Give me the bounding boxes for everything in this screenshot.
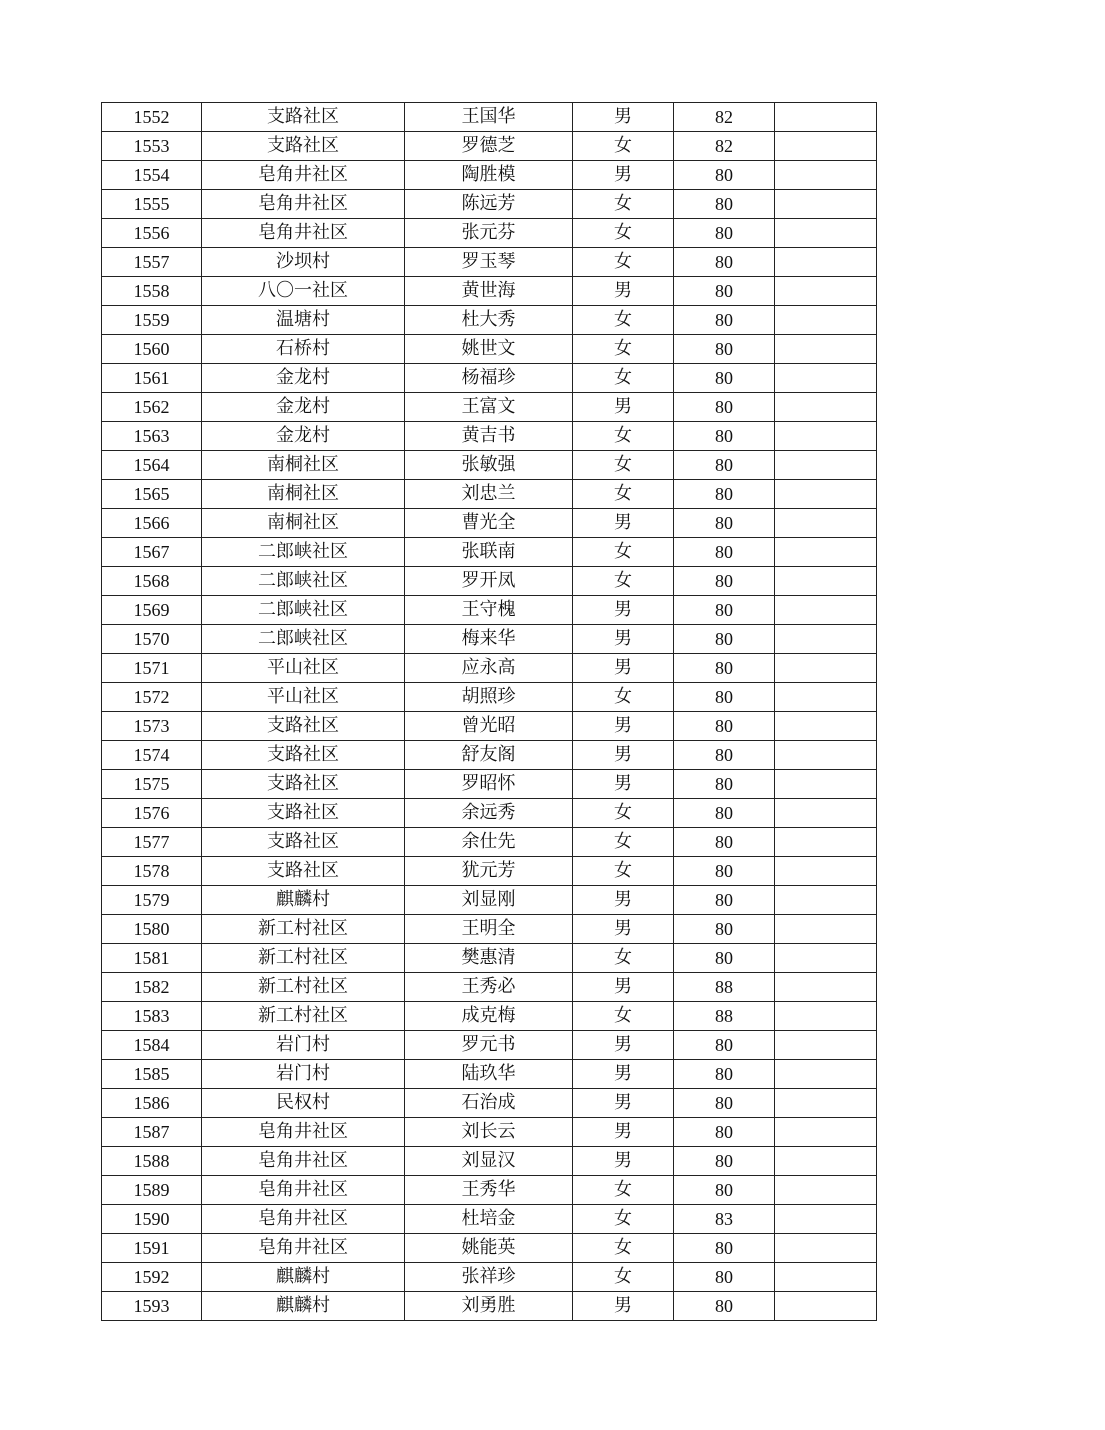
cell-note xyxy=(775,306,877,335)
cell-age: 80 xyxy=(674,1176,775,1205)
cell-name: 曹光全 xyxy=(405,509,573,538)
cell-community: 二郎峡社区 xyxy=(202,596,405,625)
cell-number: 1563 xyxy=(102,422,202,451)
table-row xyxy=(102,219,877,248)
cell-community: 皂角井社区 xyxy=(202,1118,405,1147)
cell-age: 80 xyxy=(674,1263,775,1292)
cell-name: 张元芬 xyxy=(405,219,573,248)
cell-name: 杜培金 xyxy=(405,1205,573,1234)
cell-name: 张联南 xyxy=(405,538,573,567)
cell-note xyxy=(775,277,877,306)
cell-name: 陈远芳 xyxy=(405,190,573,219)
cell-age: 80 xyxy=(674,596,775,625)
cell-age: 80 xyxy=(674,480,775,509)
cell-sex: 男 xyxy=(573,1147,674,1176)
cell-community: 支路社区 xyxy=(202,799,405,828)
cell-age: 80 xyxy=(674,915,775,944)
cell-community: 民权村 xyxy=(202,1089,405,1118)
cell-age: 80 xyxy=(674,1292,775,1321)
cell-sex: 男 xyxy=(573,1089,674,1118)
cell-note xyxy=(775,828,877,857)
cell-number: 1573 xyxy=(102,712,202,741)
table-row xyxy=(102,654,877,683)
cell-sex: 男 xyxy=(573,1031,674,1060)
cell-age: 80 xyxy=(674,857,775,886)
cell-note xyxy=(775,509,877,538)
cell-name: 罗昭怀 xyxy=(405,770,573,799)
cell-name: 王富文 xyxy=(405,393,573,422)
records-table xyxy=(101,102,877,1321)
table-row xyxy=(102,828,877,857)
cell-number: 1577 xyxy=(102,828,202,857)
cell-community: 麒麟村 xyxy=(202,886,405,915)
cell-community: 支路社区 xyxy=(202,712,405,741)
cell-sex: 女 xyxy=(573,451,674,480)
table-row xyxy=(102,915,877,944)
cell-note xyxy=(775,248,877,277)
cell-name: 舒友阁 xyxy=(405,741,573,770)
cell-age: 80 xyxy=(674,190,775,219)
cell-name: 曾光昭 xyxy=(405,712,573,741)
cell-sex: 女 xyxy=(573,1002,674,1031)
cell-name: 犹元芳 xyxy=(405,857,573,886)
table-row xyxy=(102,1089,877,1118)
cell-note xyxy=(775,422,877,451)
table-row xyxy=(102,190,877,219)
cell-age: 80 xyxy=(674,1089,775,1118)
cell-note xyxy=(775,190,877,219)
cell-number: 1558 xyxy=(102,277,202,306)
cell-name: 王秀华 xyxy=(405,1176,573,1205)
cell-community: 支路社区 xyxy=(202,741,405,770)
cell-community: 八〇一社区 xyxy=(202,277,405,306)
cell-note xyxy=(775,567,877,596)
cell-age: 80 xyxy=(674,161,775,190)
cell-note xyxy=(775,393,877,422)
cell-sex: 女 xyxy=(573,567,674,596)
cell-age: 80 xyxy=(674,1234,775,1263)
cell-sex: 女 xyxy=(573,1205,674,1234)
table-row xyxy=(102,161,877,190)
cell-sex: 男 xyxy=(573,741,674,770)
cell-note xyxy=(775,1263,877,1292)
cell-number: 1552 xyxy=(102,103,202,132)
cell-community: 平山社区 xyxy=(202,654,405,683)
table-row xyxy=(102,1234,877,1263)
cell-number: 1553 xyxy=(102,132,202,161)
cell-name: 余远秀 xyxy=(405,799,573,828)
cell-community: 新工村社区 xyxy=(202,1002,405,1031)
cell-number: 1555 xyxy=(102,190,202,219)
cell-age: 80 xyxy=(674,1031,775,1060)
cell-sex: 女 xyxy=(573,857,674,886)
table-row xyxy=(102,567,877,596)
cell-community: 平山社区 xyxy=(202,683,405,712)
cell-note xyxy=(775,1089,877,1118)
table-row xyxy=(102,683,877,712)
cell-name: 石治成 xyxy=(405,1089,573,1118)
cell-note xyxy=(775,770,877,799)
cell-name: 陶胜模 xyxy=(405,161,573,190)
cell-sex: 男 xyxy=(573,596,674,625)
cell-age: 83 xyxy=(674,1205,775,1234)
cell-name: 黄吉书 xyxy=(405,422,573,451)
cell-sex: 女 xyxy=(573,335,674,364)
cell-number: 1591 xyxy=(102,1234,202,1263)
cell-age: 88 xyxy=(674,973,775,1002)
cell-sex: 男 xyxy=(573,393,674,422)
cell-age: 80 xyxy=(674,538,775,567)
cell-age: 80 xyxy=(674,683,775,712)
cell-number: 1556 xyxy=(102,219,202,248)
cell-sex: 女 xyxy=(573,364,674,393)
cell-note xyxy=(775,480,877,509)
table-row xyxy=(102,799,877,828)
cell-sex: 男 xyxy=(573,886,674,915)
table-row xyxy=(102,422,877,451)
cell-name: 王秀必 xyxy=(405,973,573,1002)
cell-number: 1569 xyxy=(102,596,202,625)
cell-sex: 女 xyxy=(573,828,674,857)
cell-number: 1564 xyxy=(102,451,202,480)
table-row xyxy=(102,1002,877,1031)
cell-number: 1559 xyxy=(102,306,202,335)
cell-note xyxy=(775,1234,877,1263)
cell-name: 陆玖华 xyxy=(405,1060,573,1089)
cell-community: 温塘村 xyxy=(202,306,405,335)
cell-number: 1582 xyxy=(102,973,202,1002)
cell-note xyxy=(775,335,877,364)
cell-age: 80 xyxy=(674,712,775,741)
cell-age: 80 xyxy=(674,335,775,364)
cell-number: 1592 xyxy=(102,1263,202,1292)
table-row xyxy=(102,973,877,1002)
cell-age: 80 xyxy=(674,393,775,422)
cell-note xyxy=(775,712,877,741)
cell-note xyxy=(775,741,877,770)
cell-number: 1566 xyxy=(102,509,202,538)
cell-name: 刘忠兰 xyxy=(405,480,573,509)
cell-number: 1587 xyxy=(102,1118,202,1147)
table-row xyxy=(102,944,877,973)
cell-community: 皂角井社区 xyxy=(202,190,405,219)
cell-age: 80 xyxy=(674,219,775,248)
cell-name: 刘显汉 xyxy=(405,1147,573,1176)
cell-name: 王明全 xyxy=(405,915,573,944)
cell-name: 樊惠清 xyxy=(405,944,573,973)
cell-sex: 男 xyxy=(573,1292,674,1321)
cell-community: 支路社区 xyxy=(202,132,405,161)
cell-note xyxy=(775,915,877,944)
cell-age: 82 xyxy=(674,132,775,161)
cell-community: 皂角井社区 xyxy=(202,219,405,248)
cell-name: 姚世文 xyxy=(405,335,573,364)
cell-age: 80 xyxy=(674,451,775,480)
records-table-body xyxy=(102,103,877,1321)
table-row xyxy=(102,538,877,567)
cell-age: 80 xyxy=(674,248,775,277)
table-row xyxy=(102,480,877,509)
cell-community: 支路社区 xyxy=(202,857,405,886)
cell-age: 80 xyxy=(674,364,775,393)
cell-sex: 女 xyxy=(573,683,674,712)
cell-community: 皂角井社区 xyxy=(202,1234,405,1263)
cell-community: 石桥村 xyxy=(202,335,405,364)
cell-age: 80 xyxy=(674,277,775,306)
table-row xyxy=(102,1118,877,1147)
cell-number: 1588 xyxy=(102,1147,202,1176)
table-row xyxy=(102,335,877,364)
cell-number: 1560 xyxy=(102,335,202,364)
cell-note xyxy=(775,1031,877,1060)
table-row xyxy=(102,625,877,654)
cell-number: 1580 xyxy=(102,915,202,944)
cell-community: 金龙村 xyxy=(202,393,405,422)
cell-name: 刘长云 xyxy=(405,1118,573,1147)
cell-name: 王国华 xyxy=(405,103,573,132)
cell-number: 1584 xyxy=(102,1031,202,1060)
cell-sex: 女 xyxy=(573,799,674,828)
cell-community: 麒麟村 xyxy=(202,1292,405,1321)
cell-sex: 女 xyxy=(573,422,674,451)
table-row xyxy=(102,509,877,538)
cell-age: 80 xyxy=(674,944,775,973)
cell-name: 刘显刚 xyxy=(405,886,573,915)
cell-number: 1562 xyxy=(102,393,202,422)
table-row xyxy=(102,770,877,799)
cell-sex: 男 xyxy=(573,712,674,741)
cell-note xyxy=(775,219,877,248)
cell-number: 1565 xyxy=(102,480,202,509)
cell-note xyxy=(775,799,877,828)
cell-sex: 女 xyxy=(573,248,674,277)
cell-name: 张敏强 xyxy=(405,451,573,480)
cell-community: 南桐社区 xyxy=(202,480,405,509)
cell-age: 80 xyxy=(674,741,775,770)
cell-number: 1590 xyxy=(102,1205,202,1234)
cell-number: 1583 xyxy=(102,1002,202,1031)
cell-sex: 女 xyxy=(573,480,674,509)
cell-age: 80 xyxy=(674,567,775,596)
cell-sex: 女 xyxy=(573,132,674,161)
cell-sex: 女 xyxy=(573,944,674,973)
cell-community: 新工村社区 xyxy=(202,973,405,1002)
cell-age: 80 xyxy=(674,799,775,828)
cell-number: 1586 xyxy=(102,1089,202,1118)
cell-number: 1576 xyxy=(102,799,202,828)
table-row xyxy=(102,1176,877,1205)
cell-community: 二郎峡社区 xyxy=(202,567,405,596)
cell-age: 80 xyxy=(674,1118,775,1147)
cell-name: 罗开凤 xyxy=(405,567,573,596)
cell-sex: 男 xyxy=(573,277,674,306)
cell-note xyxy=(775,1147,877,1176)
cell-community: 沙坝村 xyxy=(202,248,405,277)
cell-community: 支路社区 xyxy=(202,770,405,799)
cell-community: 新工村社区 xyxy=(202,944,405,973)
cell-age: 80 xyxy=(674,886,775,915)
cell-note xyxy=(775,973,877,1002)
cell-number: 1578 xyxy=(102,857,202,886)
cell-note xyxy=(775,654,877,683)
table-row xyxy=(102,132,877,161)
cell-name: 罗元书 xyxy=(405,1031,573,1060)
table-row xyxy=(102,596,877,625)
cell-community: 支路社区 xyxy=(202,828,405,857)
cell-note xyxy=(775,132,877,161)
cell-community: 金龙村 xyxy=(202,364,405,393)
cell-number: 1581 xyxy=(102,944,202,973)
cell-note xyxy=(775,538,877,567)
cell-sex: 女 xyxy=(573,1176,674,1205)
cell-sex: 女 xyxy=(573,1263,674,1292)
cell-sex: 女 xyxy=(573,190,674,219)
cell-age: 80 xyxy=(674,1060,775,1089)
cell-number: 1575 xyxy=(102,770,202,799)
table-row xyxy=(102,248,877,277)
cell-name: 成克梅 xyxy=(405,1002,573,1031)
cell-name: 刘勇胜 xyxy=(405,1292,573,1321)
cell-name: 梅来华 xyxy=(405,625,573,654)
cell-name: 张祥珍 xyxy=(405,1263,573,1292)
cell-age: 80 xyxy=(674,654,775,683)
cell-note xyxy=(775,857,877,886)
cell-community: 皂角井社区 xyxy=(202,1205,405,1234)
cell-note xyxy=(775,1205,877,1234)
cell-age: 80 xyxy=(674,306,775,335)
cell-sex: 男 xyxy=(573,161,674,190)
cell-name: 王守槐 xyxy=(405,596,573,625)
cell-note xyxy=(775,683,877,712)
cell-name: 姚能英 xyxy=(405,1234,573,1263)
cell-note xyxy=(775,625,877,654)
cell-age: 80 xyxy=(674,509,775,538)
cell-number: 1571 xyxy=(102,654,202,683)
cell-note xyxy=(775,1060,877,1089)
cell-number: 1570 xyxy=(102,625,202,654)
cell-community: 南桐社区 xyxy=(202,509,405,538)
table-row xyxy=(102,741,877,770)
cell-sex: 女 xyxy=(573,306,674,335)
table-row xyxy=(102,306,877,335)
cell-community: 岩门村 xyxy=(202,1031,405,1060)
cell-sex: 男 xyxy=(573,770,674,799)
cell-note xyxy=(775,944,877,973)
cell-sex: 女 xyxy=(573,1234,674,1263)
cell-community: 新工村社区 xyxy=(202,915,405,944)
cell-community: 二郎峡社区 xyxy=(202,625,405,654)
cell-note xyxy=(775,1002,877,1031)
cell-community: 麒麟村 xyxy=(202,1263,405,1292)
cell-sex: 男 xyxy=(573,654,674,683)
cell-sex: 男 xyxy=(573,1060,674,1089)
table-row xyxy=(102,886,877,915)
cell-note xyxy=(775,364,877,393)
cell-number: 1574 xyxy=(102,741,202,770)
cell-community: 二郎峡社区 xyxy=(202,538,405,567)
cell-note xyxy=(775,886,877,915)
table-row xyxy=(102,1263,877,1292)
cell-name: 罗玉琴 xyxy=(405,248,573,277)
cell-age: 80 xyxy=(674,828,775,857)
cell-note xyxy=(775,1118,877,1147)
cell-sex: 男 xyxy=(573,103,674,132)
cell-sex: 男 xyxy=(573,509,674,538)
cell-number: 1568 xyxy=(102,567,202,596)
table-row xyxy=(102,277,877,306)
cell-note xyxy=(775,451,877,480)
table-row xyxy=(102,103,877,132)
cell-name: 余仕先 xyxy=(405,828,573,857)
cell-name: 杨福珍 xyxy=(405,364,573,393)
table-row xyxy=(102,451,877,480)
cell-community: 皂角井社区 xyxy=(202,1147,405,1176)
cell-note xyxy=(775,596,877,625)
cell-community: 皂角井社区 xyxy=(202,1176,405,1205)
cell-age: 80 xyxy=(674,625,775,654)
table-row xyxy=(102,364,877,393)
cell-sex: 男 xyxy=(573,915,674,944)
cell-age: 80 xyxy=(674,1147,775,1176)
table-row xyxy=(102,1060,877,1089)
cell-community: 岩门村 xyxy=(202,1060,405,1089)
cell-number: 1593 xyxy=(102,1292,202,1321)
cell-community: 支路社区 xyxy=(202,103,405,132)
cell-community: 皂角井社区 xyxy=(202,161,405,190)
table-row xyxy=(102,1031,877,1060)
cell-note xyxy=(775,161,877,190)
cell-number: 1567 xyxy=(102,538,202,567)
cell-name: 杜大秀 xyxy=(405,306,573,335)
table-row xyxy=(102,712,877,741)
cell-age: 80 xyxy=(674,422,775,451)
cell-number: 1579 xyxy=(102,886,202,915)
cell-community: 金龙村 xyxy=(202,422,405,451)
cell-number: 1572 xyxy=(102,683,202,712)
table-row xyxy=(102,857,877,886)
table-row xyxy=(102,1147,877,1176)
cell-sex: 男 xyxy=(573,1118,674,1147)
cell-note xyxy=(775,103,877,132)
table-row xyxy=(102,1205,877,1234)
table-row xyxy=(102,1292,877,1321)
cell-number: 1589 xyxy=(102,1176,202,1205)
cell-name: 黄世海 xyxy=(405,277,573,306)
cell-name: 罗德芝 xyxy=(405,132,573,161)
cell-sex: 女 xyxy=(573,538,674,567)
cell-number: 1585 xyxy=(102,1060,202,1089)
cell-number: 1561 xyxy=(102,364,202,393)
cell-sex: 男 xyxy=(573,625,674,654)
table-row xyxy=(102,393,877,422)
cell-age: 88 xyxy=(674,1002,775,1031)
cell-number: 1557 xyxy=(102,248,202,277)
cell-note xyxy=(775,1176,877,1205)
cell-community: 南桐社区 xyxy=(202,451,405,480)
cell-age: 80 xyxy=(674,770,775,799)
cell-age: 82 xyxy=(674,103,775,132)
cell-sex: 男 xyxy=(573,973,674,1002)
cell-number: 1554 xyxy=(102,161,202,190)
cell-sex: 女 xyxy=(573,219,674,248)
cell-name: 应永高 xyxy=(405,654,573,683)
cell-name: 胡照珍 xyxy=(405,683,573,712)
cell-note xyxy=(775,1292,877,1321)
